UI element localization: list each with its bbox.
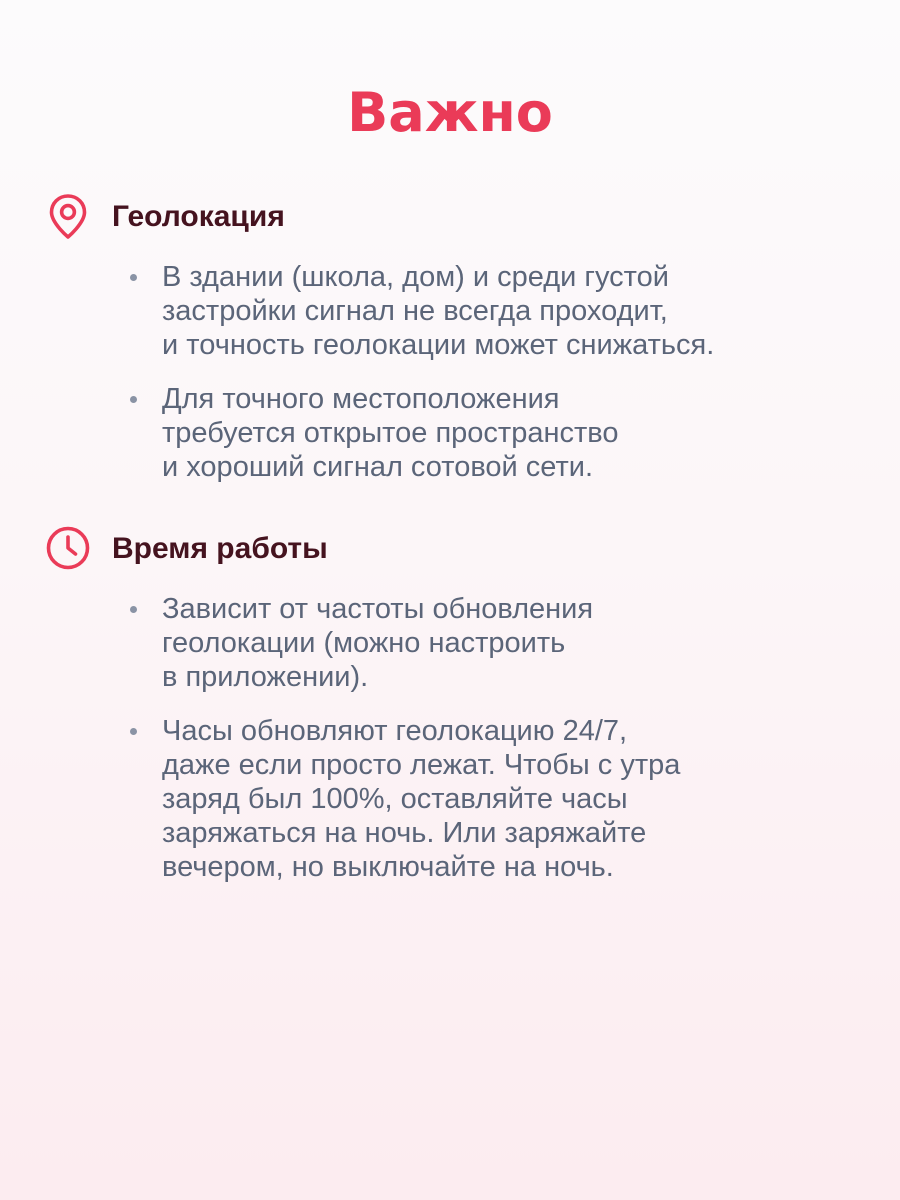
bullet-line: заряжаться на ночь. Или заряжайте (162, 817, 647, 849)
bullet-line: Часы обновляют геолокацию 24/7, (162, 715, 628, 747)
bullet-dot (130, 396, 137, 403)
bullet-line: В здании (школа, дом) и среди густой (162, 261, 669, 293)
bullet-list (0, 260, 900, 504)
list-item (0, 592, 900, 694)
bullet-dot (130, 728, 137, 735)
bullet-line: вечером, но выключайте на ночь. (162, 851, 614, 883)
bullet-line: и хороший сигнал сотовой сети. (162, 451, 594, 483)
section-header (0, 522, 900, 576)
bullet-line: требуется открытое пространство (162, 417, 619, 449)
bullet-text (162, 382, 882, 484)
bullet-line: и точность геолокации может снижаться. (162, 329, 715, 361)
section-heading: Время работы (112, 532, 328, 565)
list-item (0, 260, 900, 362)
location-pin-icon (44, 192, 92, 240)
section-header (0, 190, 900, 244)
section-working-time (0, 522, 900, 883)
bullet-text (162, 260, 882, 362)
list-item (0, 382, 900, 484)
bullet-text (162, 592, 882, 694)
bullet-dot (130, 274, 137, 281)
bullet-line: в приложении). (162, 661, 369, 693)
clock-icon (44, 524, 92, 572)
section-heading: Геолокация (112, 200, 285, 233)
bullet-line: геолокации (можно настроить (162, 627, 566, 659)
bullet-dot (130, 606, 137, 613)
bullet-line: заряд был 100%, оставляйте часы (162, 783, 628, 815)
bullet-line: Для точного местоположения (162, 383, 560, 415)
bullet-list (0, 592, 900, 904)
page-title: Важно (347, 81, 553, 144)
bullet-line: Зависит от частоты обновления (162, 593, 594, 625)
list-item (0, 714, 900, 884)
bullet-line: застройки сигнал не всегда проходит, (162, 295, 668, 327)
section-geolocation (0, 190, 900, 483)
bullet-text (162, 714, 882, 884)
bullet-line: даже если просто лежат. Чтобы с утра (162, 749, 681, 781)
